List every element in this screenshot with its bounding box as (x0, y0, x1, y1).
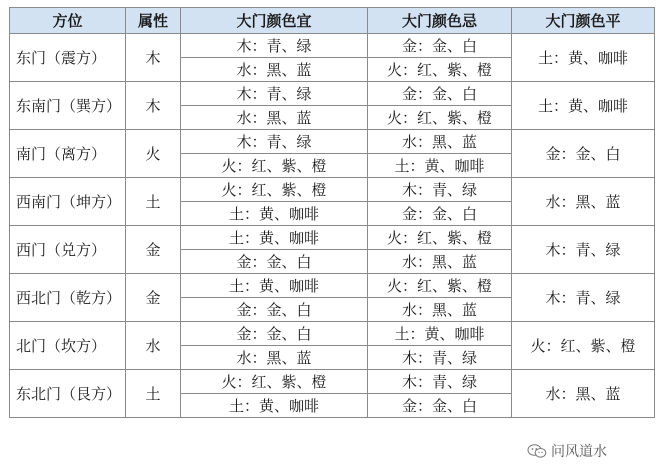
good-color-cell: 土：黄、咖啡 (181, 274, 368, 298)
good-color-cell: 土：黄、咖啡 (181, 202, 368, 226)
bad-color-cell: 水：黑、蓝 (368, 250, 512, 274)
direction-cell: 西门（兑方） (10, 226, 126, 274)
good-color-cell: 金：金、白 (181, 322, 368, 346)
good-color-cell: 火：红、紫、橙 (181, 370, 368, 394)
neutral-color-cell: 水：黑、蓝 (512, 370, 655, 418)
good-color-cell: 土：黄、咖啡 (181, 226, 368, 250)
element-cell: 水 (126, 322, 181, 370)
direction-cell: 东北门（艮方） (10, 370, 126, 418)
element-cell: 木 (126, 34, 181, 82)
neutral-color-cell: 木：青、绿 (512, 226, 655, 274)
header-neutral-colors: 大门颜色平 (512, 8, 655, 34)
neutral-color-cell: 土：黄、咖啡 (512, 82, 655, 130)
feng-shui-door-color-table (9, 7, 655, 418)
bad-color-cell: 金：金、白 (368, 394, 512, 418)
bad-color-cell: 木：青、绿 (368, 346, 512, 370)
good-color-cell: 火：红、紫、橙 (181, 178, 368, 202)
bad-color-cell: 土：黄、咖啡 (368, 154, 512, 178)
good-color-cell: 水：黑、蓝 (181, 58, 368, 82)
good-color-cell: 土：黄、咖啡 (181, 394, 368, 418)
neutral-color-cell: 火：红、紫、橙 (512, 322, 655, 370)
direction-cell: 西北门（乾方） (10, 274, 126, 322)
good-color-cell: 木：青、绿 (181, 82, 368, 106)
element-cell: 木 (126, 82, 181, 130)
neutral-color-cell: 水：黑、蓝 (512, 178, 655, 226)
element-cell: 土 (126, 370, 181, 418)
header-bad-colors: 大门颜色忌 (368, 8, 512, 34)
header-row (10, 8, 655, 34)
element-cell: 土 (126, 178, 181, 226)
bad-color-cell: 火：红、紫、橙 (368, 58, 512, 82)
table-body (10, 34, 655, 418)
wechat-icon (527, 443, 547, 459)
good-color-cell: 木：青、绿 (181, 34, 368, 58)
bad-color-cell: 木：青、绿 (368, 370, 512, 394)
neutral-color-cell: 金：金、白 (512, 130, 655, 178)
good-color-cell: 金：金、白 (181, 250, 368, 274)
direction-cell: 西南门（坤方） (10, 178, 126, 226)
header-direction: 方位 (10, 8, 126, 34)
direction-cell: 东南门（巽方） (10, 82, 126, 130)
bad-color-cell: 水：黑、蓝 (368, 298, 512, 322)
bad-color-cell: 水：黑、蓝 (368, 130, 512, 154)
bad-color-cell: 土：黄、咖啡 (368, 322, 512, 346)
element-cell: 金 (126, 274, 181, 322)
bad-color-cell: 金：金、白 (368, 202, 512, 226)
element-cell: 火 (126, 130, 181, 178)
bad-color-cell: 木：青、绿 (368, 178, 512, 202)
table-row (10, 130, 655, 154)
table-row (10, 274, 655, 298)
good-color-cell: 金：金、白 (181, 298, 368, 322)
header-element: 属性 (126, 8, 181, 34)
bad-color-cell: 火：红、紫、橙 (368, 106, 512, 130)
bad-color-cell: 金：金、白 (368, 34, 512, 58)
header-good-colors: 大门颜色宜 (181, 8, 368, 34)
direction-cell: 东门（震方） (10, 34, 126, 82)
neutral-color-cell: 土：黄、咖啡 (512, 34, 655, 82)
good-color-cell: 水：黑、蓝 (181, 346, 368, 370)
table-row (10, 178, 655, 202)
table-row (10, 322, 655, 346)
direction-cell: 南门（离方） (10, 130, 126, 178)
neutral-color-cell: 木：青、绿 (512, 274, 655, 322)
good-color-cell: 火：红、紫、橙 (181, 154, 368, 178)
watermark (527, 440, 607, 462)
watermark-text: 问风道水 (551, 444, 607, 460)
table-row (10, 34, 655, 58)
direction-cell: 北门（坎方） (10, 322, 126, 370)
bad-color-cell: 金：金、白 (368, 82, 512, 106)
good-color-cell: 水：黑、蓝 (181, 106, 368, 130)
element-cell: 金 (126, 226, 181, 274)
good-color-cell: 木：青、绿 (181, 130, 368, 154)
bad-color-cell: 火：红、紫、橙 (368, 226, 512, 250)
table-row (10, 82, 655, 106)
table-row (10, 370, 655, 394)
table-row (10, 226, 655, 250)
bad-color-cell: 火：红、紫、橙 (368, 274, 512, 298)
